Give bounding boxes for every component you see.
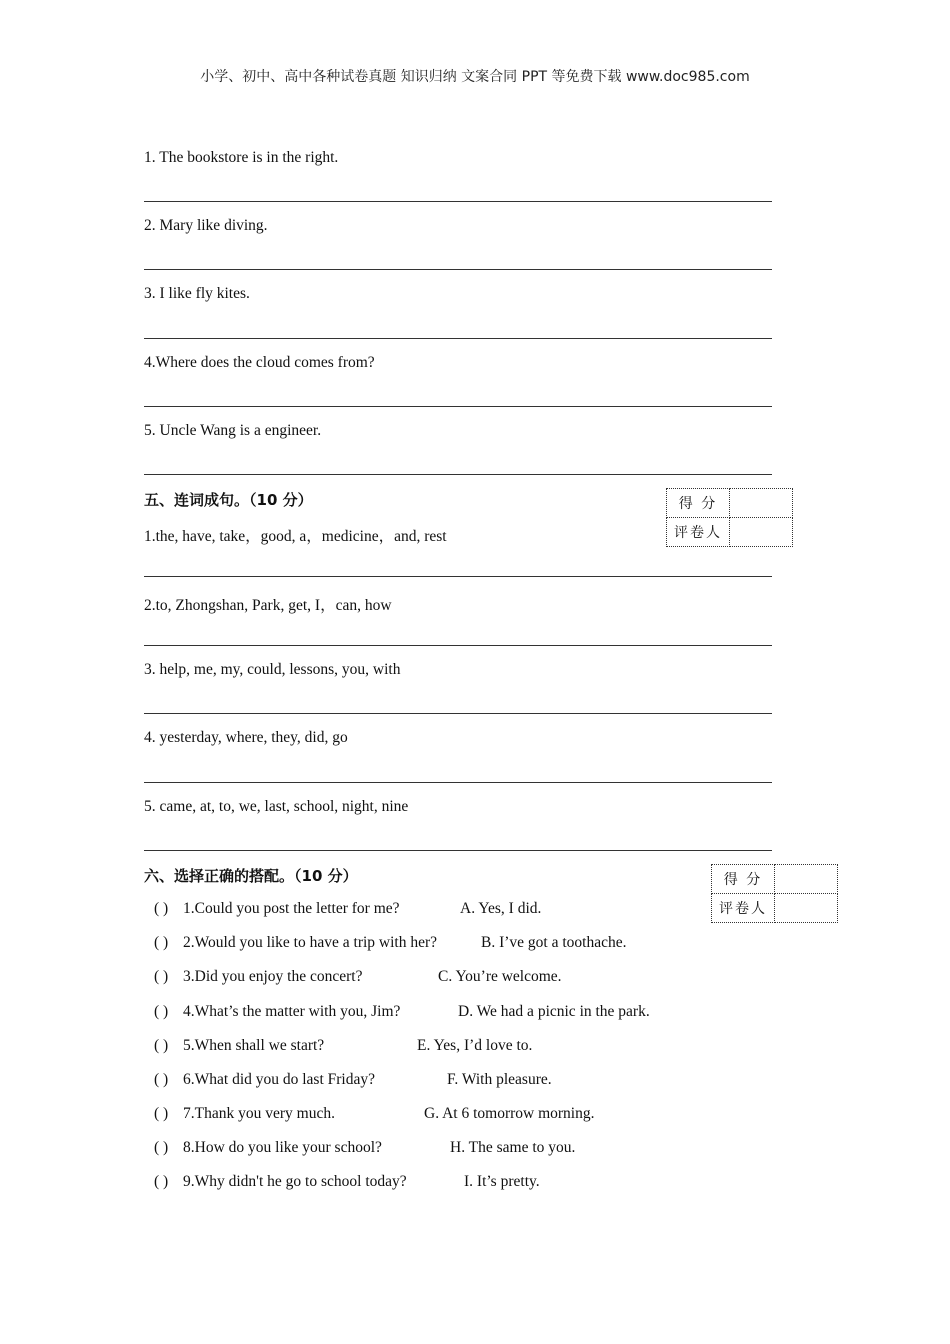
- score-label: 得 分: [712, 865, 775, 894]
- answer-bracket[interactable]: ( ): [154, 1071, 169, 1088]
- answer-line[interactable]: [144, 338, 772, 339]
- sentence-item-3: 3. help, me, my, could, lessons, you, with: [144, 661, 401, 678]
- section5-title: 五、连词成句。（10 分）: [144, 491, 313, 509]
- section5-score-box: [666, 488, 793, 547]
- answer-line[interactable]: [144, 269, 772, 270]
- answer-bracket[interactable]: ( ): [154, 1003, 169, 1020]
- sentence-item-5: 5. came, at, to, we, last, school, night, nine: [144, 798, 409, 815]
- answer-line[interactable]: [144, 782, 772, 783]
- answer-line[interactable]: [144, 201, 772, 202]
- answer-bracket[interactable]: ( ): [154, 1139, 169, 1156]
- page-header: 小学、初中、高中各种试卷真题 知识归纳 文案合同 PPT 等免费下载 www.doc985.com: [200, 69, 750, 85]
- answer-bracket[interactable]: ( ): [154, 968, 169, 985]
- match-question-1: 1.Could you post the letter for me?: [183, 900, 400, 917]
- answer-line[interactable]: [144, 406, 772, 407]
- answer-line[interactable]: [144, 713, 772, 714]
- match-question-8: 8.How do you like your school?: [183, 1139, 382, 1156]
- section6-score-box: [711, 864, 838, 923]
- match-question-2: 2.Would you like to have a trip with her?: [183, 934, 438, 951]
- match-answer-c: C. You’re welcome.: [438, 968, 562, 985]
- correction-item-3: 3. I like fly kites.: [144, 285, 250, 302]
- match-question-3: 3.Did you enjoy the concert?: [183, 968, 363, 985]
- match-question-6: 6.What did you do last Friday?: [183, 1071, 375, 1088]
- answer-bracket[interactable]: ( ): [154, 1173, 169, 1190]
- answer-bracket[interactable]: ( ): [154, 934, 169, 951]
- match-question-4: 4.What’s the matter with you, Jim?: [183, 1003, 401, 1020]
- match-answer-b: B. I’ve got a toothache.: [481, 934, 627, 951]
- answer-line[interactable]: [144, 645, 772, 646]
- match-answer-h: H. The same to you.: [450, 1139, 576, 1156]
- correction-item-2: 2. Mary like diving.: [144, 217, 268, 234]
- match-answer-i: I. It’s pretty.: [464, 1173, 540, 1190]
- match-answer-e: E. Yes, I’d love to.: [417, 1037, 533, 1054]
- grader-label: 评卷人: [667, 518, 730, 547]
- answer-line[interactable]: [144, 850, 772, 851]
- grader-value-cell[interactable]: [730, 518, 793, 547]
- sentence-item-2: 2.to, Zhongshan, Park, get, I，can, how: [144, 597, 392, 614]
- match-answer-d: D. We had a picnic in the park.: [458, 1003, 650, 1020]
- grader-value-cell[interactable]: [775, 894, 838, 923]
- answer-line[interactable]: [144, 576, 772, 577]
- answer-line[interactable]: [144, 474, 772, 475]
- correction-item-1: 1. The bookstore is in the right.: [144, 149, 339, 166]
- grader-label: 评卷人: [712, 894, 775, 923]
- answer-bracket[interactable]: ( ): [154, 900, 169, 917]
- match-question-9: 9.Why didn't he go to school today?: [183, 1173, 407, 1190]
- sentence-item-4: 4. yesterday, where, they, did, go: [144, 729, 348, 746]
- score-value-cell[interactable]: [775, 865, 838, 894]
- sentence-item-1: 1.the, have, take，good, a，medicine，and, rest: [144, 528, 447, 545]
- answer-bracket[interactable]: ( ): [154, 1037, 169, 1054]
- correction-item-5: 5. Uncle Wang is a engineer.: [144, 422, 322, 439]
- match-answer-g: G. At 6 tomorrow morning.: [424, 1105, 595, 1122]
- match-answer-f: F. With pleasure.: [447, 1071, 552, 1088]
- match-question-7: 7.Thank you very much.: [183, 1105, 335, 1122]
- correction-item-4: 4.Where does the cloud comes from?: [144, 354, 375, 371]
- answer-bracket[interactable]: ( ): [154, 1105, 169, 1122]
- score-value-cell[interactable]: [730, 489, 793, 518]
- score-label: 得 分: [667, 489, 730, 518]
- match-question-5: 5.When shall we start?: [183, 1037, 325, 1054]
- section6-title: 六、选择正确的搭配。（10 分）: [144, 867, 358, 885]
- match-answer-a: A. Yes, I did.: [460, 900, 542, 917]
